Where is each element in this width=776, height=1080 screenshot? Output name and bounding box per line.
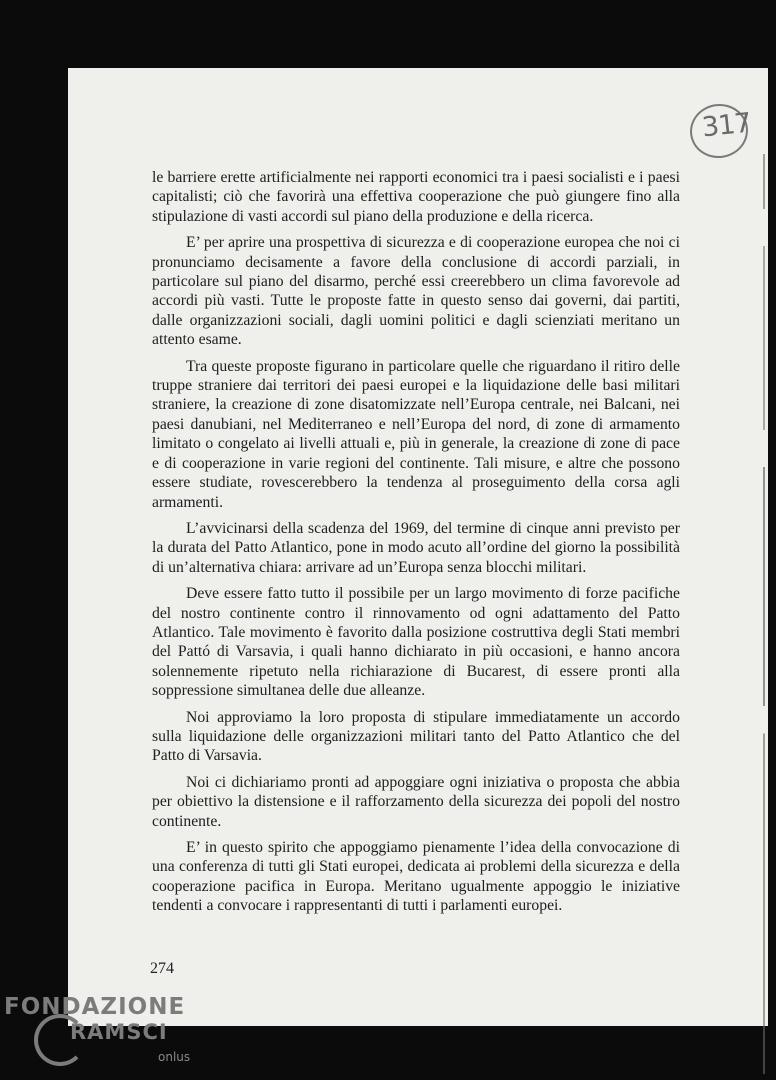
watermark-line1: FONDAZIONE xyxy=(4,994,186,1020)
body-text xyxy=(152,168,680,923)
paragraph: L’avvicinarsi della scadenza del 1969, del termine di cinque anni previsto per la durata del Patto Atlantico, pone in modo acuto all’ordine del giorno la possibilità di un’alternativa chiara: arrivare ad un’Europa senza blocchi militari. xyxy=(152,519,680,576)
paragraph: E’ in questo spirito che appoggiamo pienamente l’idea della convocazione di una conferenza di tutti gli Stati europei, dedicata ai problemi della sicurezza e della cooperazione pacifica in Europa. Meritano ugualmente appoggio le iniziative tendenti a convocare i rappresentanti di tutti i parlamenti europei. xyxy=(152,839,680,915)
paragraph: Deve essere fatto tutto il possibile per un largo movimento di forze pacifiche del nostro continente contro il rinnovamento od ogni adattamento del Patto Atlantico. Tale movimento è favorito dalla posizione costruttiva degli Stati membri del Pattó di Varsavia, i quali hanno dichiarato in più occasioni, e hanno ancora solennemente ripetuto nella richiarazione di Bucarest, di essere pronti alla soppressione simultanea delle due alleanze. xyxy=(152,585,680,700)
paragraph: E’ per aprire una prospettiva di sicurezza e di cooperazione europea che noi ci pronunciamo decisamente a favore della conclusione di accordi parziali, in particolare sul piano del disarmo, perché essi creerebbero un clima favorevole ad accordi più vasti. Tutte le proposte fatte in questo senso dai governi, dai partiti, dalle organizzazioni sociali, dagli uomini politici e dagli scienziati meritano un attento esame. xyxy=(152,234,680,349)
paragraph: Noi approviamo la loro proposta di stipulare immediatamente un accordo sulla liquidazione delle organizzazioni militari tanto del Patto Atlantico che del Patto di Varsavia. xyxy=(152,708,680,765)
paragraph: Noi ci dichiariamo pronti ad appoggiare ogni iniziativa o proposta che abbia per obiettivo la distensione e il rafforzamento della sicurezza dei popoli del nostro continente. xyxy=(152,773,680,830)
archive-number: 317 xyxy=(700,107,753,144)
watermark-suffix: onlus xyxy=(158,1050,191,1064)
page-number: 274 xyxy=(150,960,174,977)
paragraph: Tra queste proposte figurano in particolare quelle che riguardano il ritiro delle truppe straniere dai territori dei paesi europei e la liquidazione delle basi militari straniere, la creazione di zone disatomizzate nell’Europa centrale, nei Balcani, nei paesi danubiani, nel Mediterraneo e nell’Europa del nord, di zone di armamento limitato o congelato ai livelli attuali e, più in generale, la creazione di zone di pace e di cooperazione in varie regioni del continente. Tali misure, e altre che possono essere studiate, rovescerebbero la tendenza al proseguimento della corsa agli armamenti. xyxy=(152,357,680,511)
page-edge-shadow xyxy=(763,154,765,1074)
fondazione-gramsci-watermark xyxy=(4,994,204,1074)
watermark-line2: RAMSCI xyxy=(70,1020,168,1044)
paragraph: le barriere erette artificialmente nei rapporti economici tra i paesi socialisti e i paesi capitalisti; ciò che favorirà una effettiva cooperazione che può giungere fino alla stipulazione di vasti accordi sul piano della produzione e della ricerca. xyxy=(152,169,680,225)
